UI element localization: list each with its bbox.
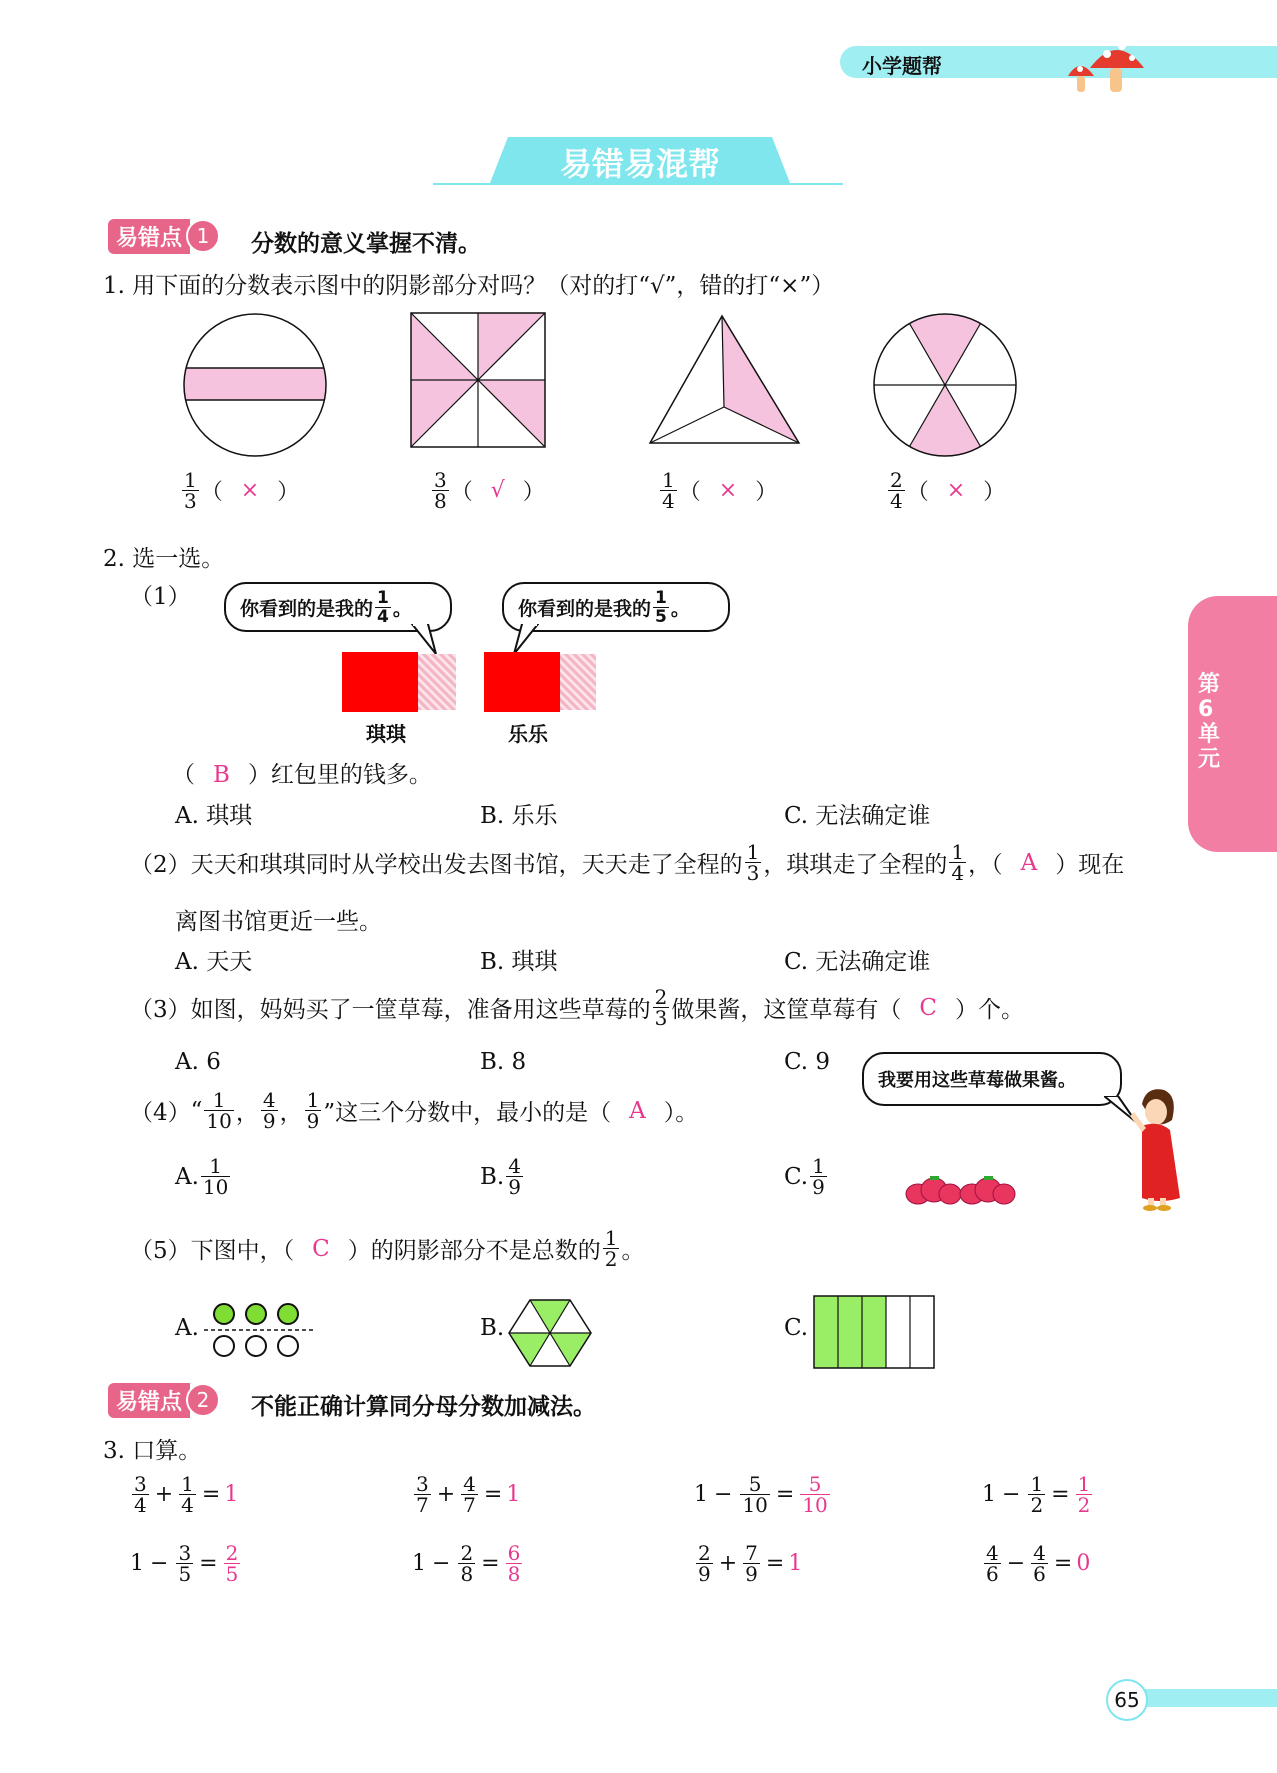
- calc-1-2: $\frac{3}{7}$ + $\frac{4}{7}$ = 1: [416, 1472, 521, 1517]
- q2-5-option-b: B.: [480, 1315, 505, 1341]
- q2-2-stem-cont: 离图书馆更近一些。: [175, 909, 382, 935]
- banknote-qiqi: [418, 654, 456, 710]
- q2-5-figure-circles: [202, 1300, 318, 1360]
- calc-2-3: $\frac{2}{9}$ + $\frac{7}{9}$ = 1: [698, 1541, 803, 1586]
- q2-5-figure-bars: [812, 1294, 938, 1370]
- red-envelope-qiqi: [342, 652, 418, 712]
- q2-3-stem: （3） 如图，妈妈买了一筐草莓，准备用这些草莓的 $\frac{2}{3}$ 做果酱，这筐草莓有（ C ）个。: [130, 985, 1024, 1030]
- calc-2-2: 1 − $\frac{2}{8}$ = $\frac{6}{8}$: [412, 1541, 521, 1586]
- side-tab-label: 第6单元: [1198, 672, 1221, 772]
- calc-1-3: 1 − $\frac{5}{10}$ = $\frac{5}{10}$: [694, 1472, 828, 1517]
- header-brand: 小学题帮: [862, 54, 942, 78]
- calc-1-1: $\frac{3}{4}$ + $\frac{1}{4}$ = 1: [134, 1472, 239, 1517]
- q1-figure-wheel: [870, 310, 1020, 460]
- answer-mark: ×: [946, 478, 966, 503]
- q2-3-option-b: B. 8: [480, 1049, 527, 1075]
- q2-1-option-a: A. 琪琪: [175, 803, 253, 829]
- q2-4-stem: （4） “ $\frac{1}{10}$ ， $\frac{4}{9}$ ， $\frac{1}{9}$ ”这三个分数中，最小的是（ A ）。: [130, 1088, 699, 1133]
- speech-bubble-lele: 你看到的是我的 $\frac{1}{5}$ 。: [502, 582, 730, 632]
- answer-mark: ×: [718, 478, 738, 503]
- strawberry-icon: [904, 1172, 1020, 1206]
- page-number-band: [1130, 1689, 1277, 1707]
- q1-prompt: 1. 用下面的分数表示图中的阴影部分对吗？（对的打“√”，错的打“×”）: [103, 273, 835, 299]
- calc-1-4: 1 − $\frac{1}{2}$ = $\frac{1}{2}$: [982, 1472, 1091, 1517]
- q2-5-option-a: A.: [175, 1315, 199, 1341]
- q2-1-number: （1）: [130, 584, 191, 610]
- q2-4-option-b: B. $\frac{4}{9}$: [480, 1154, 521, 1199]
- q2-5-stem: （5） 下图中，（ C ）的阴影部分不是总数的 $\frac{1}{2}$ 。: [130, 1226, 645, 1271]
- q2-3-option-c: C. 9: [784, 1049, 831, 1075]
- name-lele: 乐乐: [508, 722, 548, 746]
- q1-answer-1: $\frac{1}{3}$ （ × ）: [184, 468, 300, 513]
- q2-5-option-c: C.: [784, 1315, 809, 1341]
- q2-1-stem: （ B ）红包里的钱多。: [172, 762, 432, 788]
- q2-2-option-c: C. 无法确定谁: [784, 949, 931, 975]
- banknote-lele: [560, 654, 596, 710]
- speech-bubble-mom: 我要用这些草莓做果酱。: [862, 1052, 1122, 1106]
- mom-illustration: [1124, 1086, 1194, 1212]
- q1-figure-triangle: [648, 312, 803, 447]
- red-envelope-lele: [484, 652, 560, 712]
- q2-4-option-c: C. $\frac{1}{9}$: [784, 1154, 825, 1199]
- q1-answer-4: $\frac{2}{4}$ （ × ）: [890, 468, 1006, 513]
- calc-2-1: 1 − $\frac{3}{5}$ = $\frac{2}{5}$: [130, 1541, 239, 1586]
- section-title-1: 分数的意义掌握不清。: [251, 231, 481, 257]
- q1-answer-2: $\frac{3}{8}$ （ √ ）: [434, 468, 545, 513]
- q2-1-option-b: B. 乐乐: [480, 803, 558, 829]
- q2-5-figure-hexagon: [505, 1298, 595, 1368]
- q2-2-option-a: A. 天天: [175, 949, 253, 975]
- q1-figure-square: [408, 310, 548, 450]
- section-badge-1: 易错点 1: [108, 217, 220, 255]
- q2-2-stem: （2） 天天和琪琪同时从学校出发去图书馆，天天走了全程的 $\frac{1}{3}$ ，琪琪走了全程的 $\frac{1}{4}$ ，（ A ）现在: [130, 840, 1125, 885]
- q3-prompt: 3. 口算。: [103, 1438, 202, 1464]
- answer-mark: √: [490, 478, 505, 503]
- page-number: 65: [1106, 1679, 1148, 1721]
- section-title-2: 不能正确计算同分母分数加减法。: [251, 1394, 596, 1420]
- q2-1-option-c: C. 无法确定谁: [784, 803, 931, 829]
- speech-bubble-qiqi: 你看到的是我的 $\frac{1}{4}$ 。: [224, 582, 452, 632]
- name-qiqi: 琪琪: [366, 722, 406, 746]
- answer-mark: ×: [240, 478, 260, 503]
- q2-2-option-b: B. 琪琪: [480, 949, 558, 975]
- q1-answer-3: $\frac{1}{4}$ （ × ）: [662, 468, 778, 513]
- q2-4-option-a: A. $\frac{1}{10}$: [175, 1154, 229, 1199]
- calc-2-4: $\frac{4}{6}$ − $\frac{4}{6}$ = 0: [986, 1541, 1091, 1586]
- mushroom-icon: [1062, 32, 1152, 102]
- q2-prompt: 2. 选一选。: [103, 546, 225, 572]
- q2-3-option-a: A. 6: [175, 1049, 221, 1075]
- section-badge-2: 易错点 2: [108, 1381, 220, 1419]
- q1-figure-circle: [180, 310, 330, 460]
- page-title: 易错易混帮: [559, 145, 720, 183]
